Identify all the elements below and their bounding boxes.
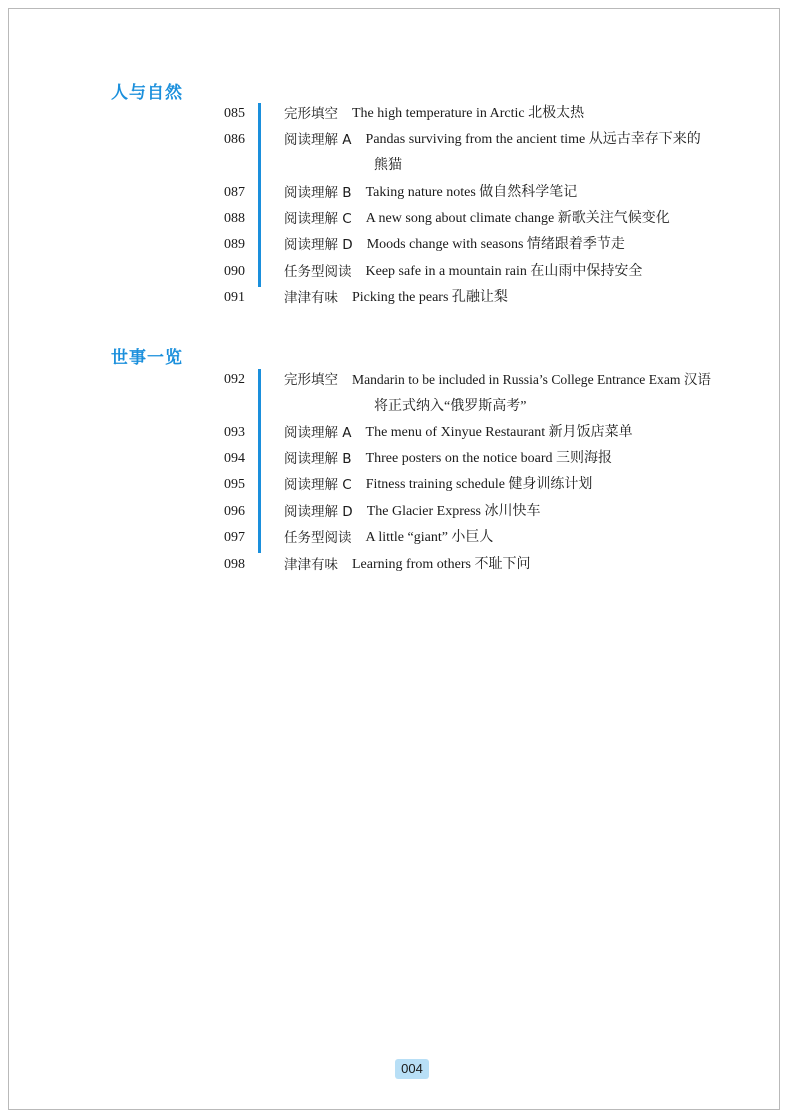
entry-type: 阅读理解 A (284, 425, 352, 441)
toc-entry-094[interactable] (224, 446, 764, 473)
entry-title: Taking nature notes 做自然科学笔记 (365, 185, 578, 200)
entry-number: 098 (224, 557, 245, 572)
entry-number: 093 (224, 425, 245, 440)
entry-title: Pandas surviving from the ancient time 从远古幸存下来的 (365, 132, 701, 147)
entry-title: The menu of Xinyue Restaurant 新月饭店菜单 (365, 425, 633, 440)
entry-type: 阅读理解 C (284, 211, 352, 227)
entry-title: Learning from others 不耻下问 (352, 557, 531, 572)
entry-title: Three posters on the notice board 三则海报 (365, 451, 613, 466)
entry-title: A little “giant” 小巨人 (365, 530, 494, 545)
toc-entry-098[interactable] (224, 552, 764, 579)
toc-entry-089[interactable] (224, 232, 764, 259)
entry-number: 086 (224, 132, 245, 147)
entry-title: The high temperature in Arctic 北极太热 (352, 106, 585, 121)
toc-entry-087[interactable] (224, 180, 764, 207)
entry-number: 097 (224, 530, 245, 545)
entry-title: Mandarin to be included in Russia’s College Entrance Exam 汉语 (352, 372, 712, 387)
entry-number: 087 (224, 185, 245, 200)
entry-type: 阅读理解 D (284, 237, 353, 253)
entry-number: 085 (224, 106, 245, 121)
entry-number: 095 (224, 477, 245, 492)
entry-type: 津津有味 (284, 290, 338, 306)
toc-entry-091[interactable] (224, 285, 764, 312)
entry-type: 阅读理解 D (284, 504, 353, 520)
entry-type: 阅读理解 B (284, 185, 352, 201)
entry-number: 090 (224, 264, 245, 279)
section-title-world: 世事一览 (111, 348, 183, 368)
toc-entry-085[interactable] (224, 101, 764, 128)
toc-entry-093[interactable] (224, 420, 764, 447)
entry-type: 津津有味 (284, 557, 338, 573)
entry-type: 任务型阅读 (284, 264, 352, 280)
toc-entry-092[interactable] (224, 367, 764, 394)
entry-number: 096 (224, 504, 245, 519)
toc-entry-096[interactable] (224, 499, 764, 526)
toc-entry-097[interactable] (224, 525, 764, 552)
entry-title: The Glacier Express 冰川快车 (366, 504, 541, 519)
entry-title: Moods change with seasons 情绪跟着季节走 (366, 237, 625, 252)
entry-type: 阅读理解 A (284, 132, 352, 148)
entry-title: Picking the pears 孔融让梨 (352, 290, 508, 305)
entry-title: A new song about climate change 新歌关注气候变化 (365, 211, 670, 226)
entry-type: 阅读理解 C (284, 477, 352, 493)
entry-title-continued: 将正式纳入“俄罗斯高考” (374, 399, 527, 414)
entry-type: 完形填空 (284, 106, 338, 122)
section-title-nature: 人与自然 (111, 83, 183, 103)
page-number-badge: 004 (395, 1059, 429, 1079)
entry-type: 完形填空 (284, 372, 338, 388)
entry-type: 阅读理解 B (284, 451, 352, 467)
entry-type: 任务型阅读 (284, 530, 352, 546)
entry-number: 089 (224, 237, 245, 252)
entry-number: 094 (224, 451, 245, 466)
entry-number: 091 (224, 290, 245, 305)
toc-entry-086[interactable] (224, 127, 764, 154)
entry-number: 088 (224, 211, 245, 226)
toc-entry-088[interactable] (224, 206, 764, 233)
entry-number: 092 (224, 372, 245, 387)
toc-entry-095[interactable] (224, 472, 764, 499)
entry-title-continued: 熊猫 (374, 158, 402, 173)
entry-title: Keep safe in a mountain rain 在山雨中保持安全 (365, 264, 643, 279)
entry-title: Fitness training schedule 健身训练计划 (365, 477, 593, 492)
toc-entry-090[interactable] (224, 259, 764, 286)
